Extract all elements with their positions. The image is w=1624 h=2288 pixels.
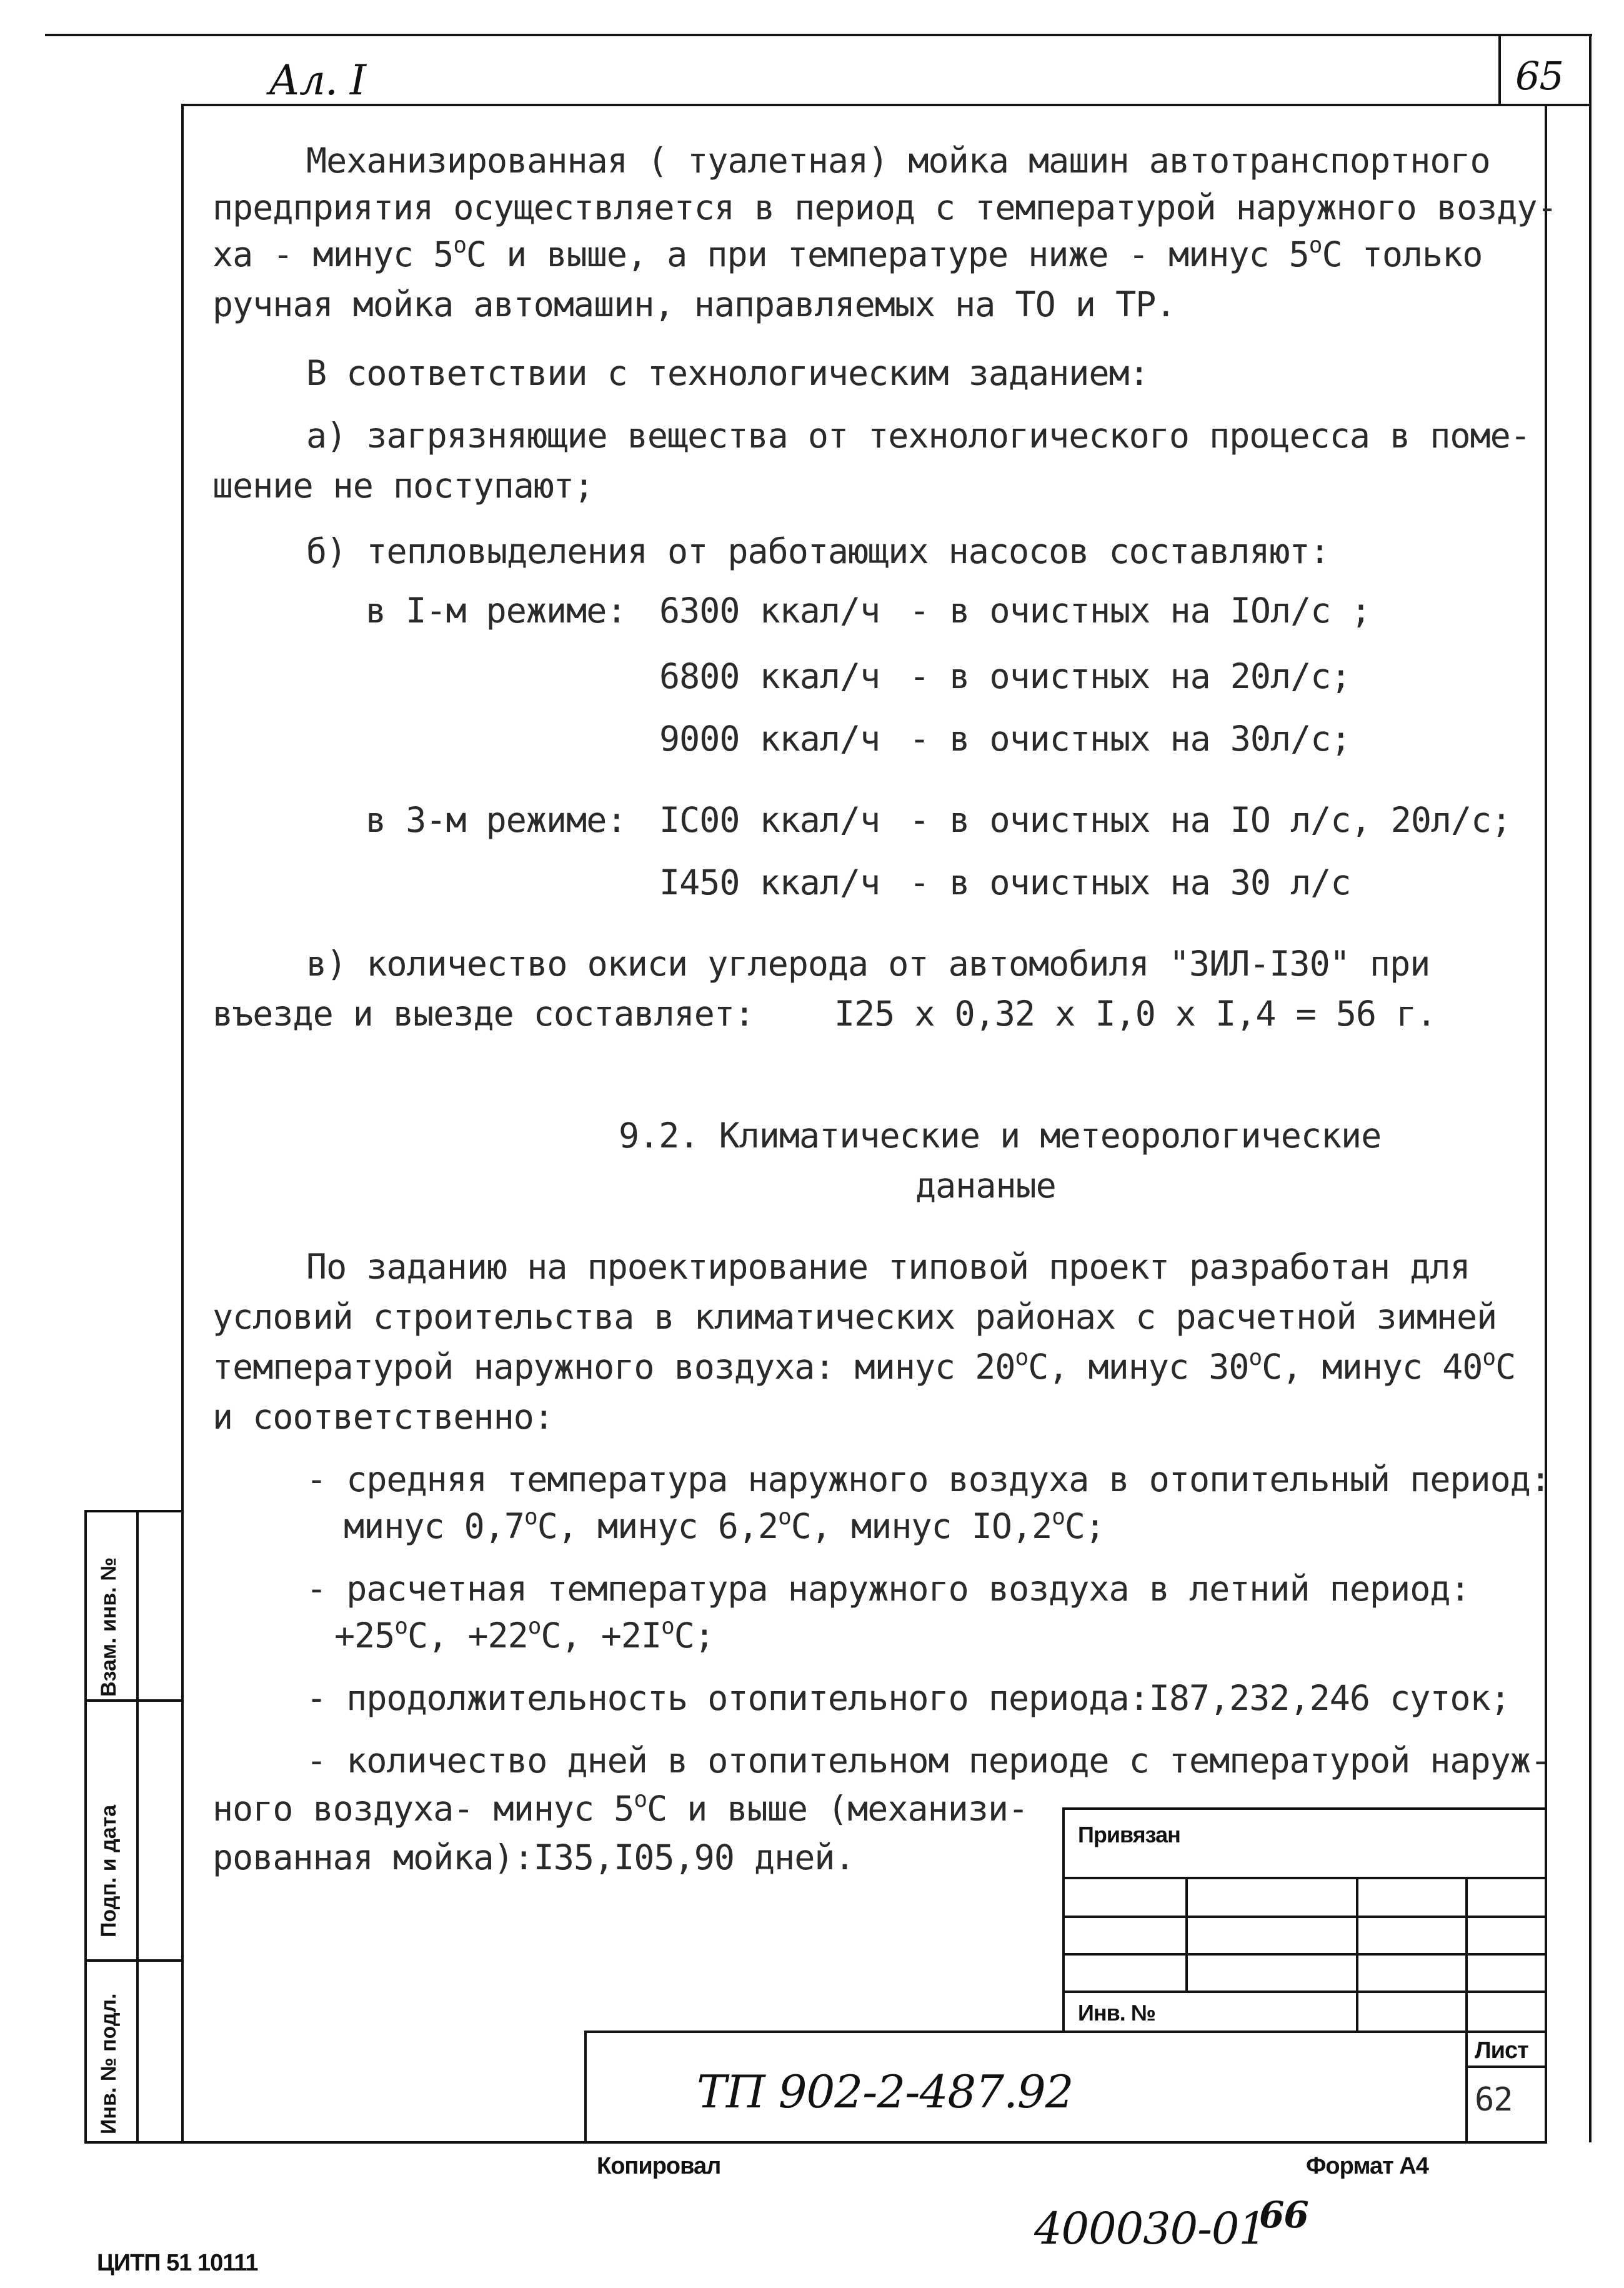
right-border xyxy=(1545,104,1547,2142)
mode-label-4: в 3-м режиме: xyxy=(366,800,627,840)
sheet-label: Лист xyxy=(1475,2037,1528,2064)
top-border xyxy=(45,34,1592,36)
handwritten-label: Ал. I xyxy=(269,56,366,104)
b1-line2: минус $0,7^оС$, минус $6,2^оС$, минус $IО,2^оС$; xyxy=(344,1504,1105,1546)
side-label-podp: Подп. и дата xyxy=(97,1804,121,1937)
bottom-border xyxy=(84,2141,1547,2144)
mode-desc-1: - в очистных на IОл/с ; xyxy=(909,591,1371,631)
p4: б) тепловыделения от работающих насосов составляют: xyxy=(306,531,1330,571)
mode-desc-4: - в очистных на IО л/с, 20л/с; xyxy=(909,800,1512,840)
b3: - продолжительность отопительного периода:I87,232,246 суток; xyxy=(306,1678,1510,1718)
sheet-number: 62 xyxy=(1475,2081,1513,2119)
inner-top-border xyxy=(181,104,1545,106)
p1-line2: предприятия осуществляется в период с температурой наружного возду- xyxy=(212,187,1557,227)
p5-line1: в) количество окиси углерода от автомобиля "ЗИЛ-I30" при xyxy=(306,944,1430,984)
outer-right-border xyxy=(1589,34,1592,2142)
p3-line2: шение не поступают; xyxy=(212,466,594,506)
p3-line1: а) загрязняющие вещества от технологического процесса в поме- xyxy=(306,416,1530,456)
stamp-privyazan: Привязан xyxy=(1078,1822,1180,1847)
mode-desc-2: - в очистных на 20л/с; xyxy=(909,656,1351,696)
footer-org: ЦИТП 51 10111 xyxy=(97,2250,258,2276)
p6-line1: По заданию на проектирование типовой проект разработан для xyxy=(306,1247,1470,1287)
mode-desc-5: - в очистных на 30 л/с xyxy=(909,862,1351,902)
mode-value-5: I450 ккал/ч xyxy=(659,862,880,902)
mode-value-3: 9000 ккал/ч xyxy=(659,719,880,759)
mode-value-4: IС00 ккал/ч xyxy=(659,800,880,840)
p5-formula: I25 х 0,32 х I,0 х I,4 = 56 г. xyxy=(834,994,1437,1034)
format-label: Формат А4 xyxy=(1306,2153,1428,2179)
p6-line2: условий строительства в климатических районах с расчетной зимней xyxy=(212,1297,1497,1337)
p6-line4: и соответственно: xyxy=(212,1397,554,1437)
p1-line4: ручная мойка автомашин, направляемых на ТО и ТР. xyxy=(212,284,1176,324)
b4-line2: ного воздуха- минус $5^оС$ и выше (механизи- xyxy=(212,1787,1029,1829)
side-label-vzam: Взам. инв. № xyxy=(97,1557,121,1697)
b2-line2: $+25^оС$, $+22^оС$, $+2I^оС$; xyxy=(334,1614,715,1656)
project-code: ТП 902-2-487.92 xyxy=(697,2066,1074,2118)
order-mark: 66 xyxy=(1259,2194,1308,2236)
section-title-1: 9.2. Климатические и метеорологические xyxy=(619,1116,1382,1156)
p6-line3: температурой наружного воздуха: минус $20^оС$, минус $30^оС$, минус $40^оС$ xyxy=(212,1345,1516,1387)
b2-line1: - расчетная температура наружного воздуха в летний период: xyxy=(306,1569,1470,1609)
p5-line2: въезде и выезде составляет: xyxy=(212,994,755,1034)
left-border xyxy=(181,104,184,2142)
copied-label: Копировал xyxy=(597,2153,721,2179)
mode-value-2: 6800 ккал/ч xyxy=(659,656,880,696)
section-title-2: дананые xyxy=(915,1166,1056,1206)
page-corner-number: 65 xyxy=(1515,53,1563,99)
b1-line1: - средняя температура наружного воздуха в отопительный период: xyxy=(306,1459,1550,1499)
side-label-inv-podl: Инв. № подл. xyxy=(97,1993,121,2134)
order-number: 400030-01 xyxy=(1034,2203,1266,2254)
p1-line1: Механизированная ( туалетная) мойка машин автотранспортного xyxy=(306,141,1490,181)
mode-value-1: 6300 ккал/ч xyxy=(659,591,880,631)
mode-desc-3: - в очистных на 30л/с; xyxy=(909,719,1351,759)
stamp-inv: Инв. № xyxy=(1078,2000,1155,2026)
p2: В соответствии с технологическим заданием: xyxy=(306,353,1149,393)
b4-line3: рованная мойка):I35,I05,90 дней. xyxy=(212,1837,855,1877)
b4-line1: - количество дней в отопительном периоде с температурой наруж- xyxy=(306,1741,1550,1781)
p1-line3: ха - минус $5^оС$ и выше, а при температуре ниже - минус $5^оС$ только xyxy=(212,232,1483,274)
mode-label-1: в I-м режиме: xyxy=(366,591,627,631)
